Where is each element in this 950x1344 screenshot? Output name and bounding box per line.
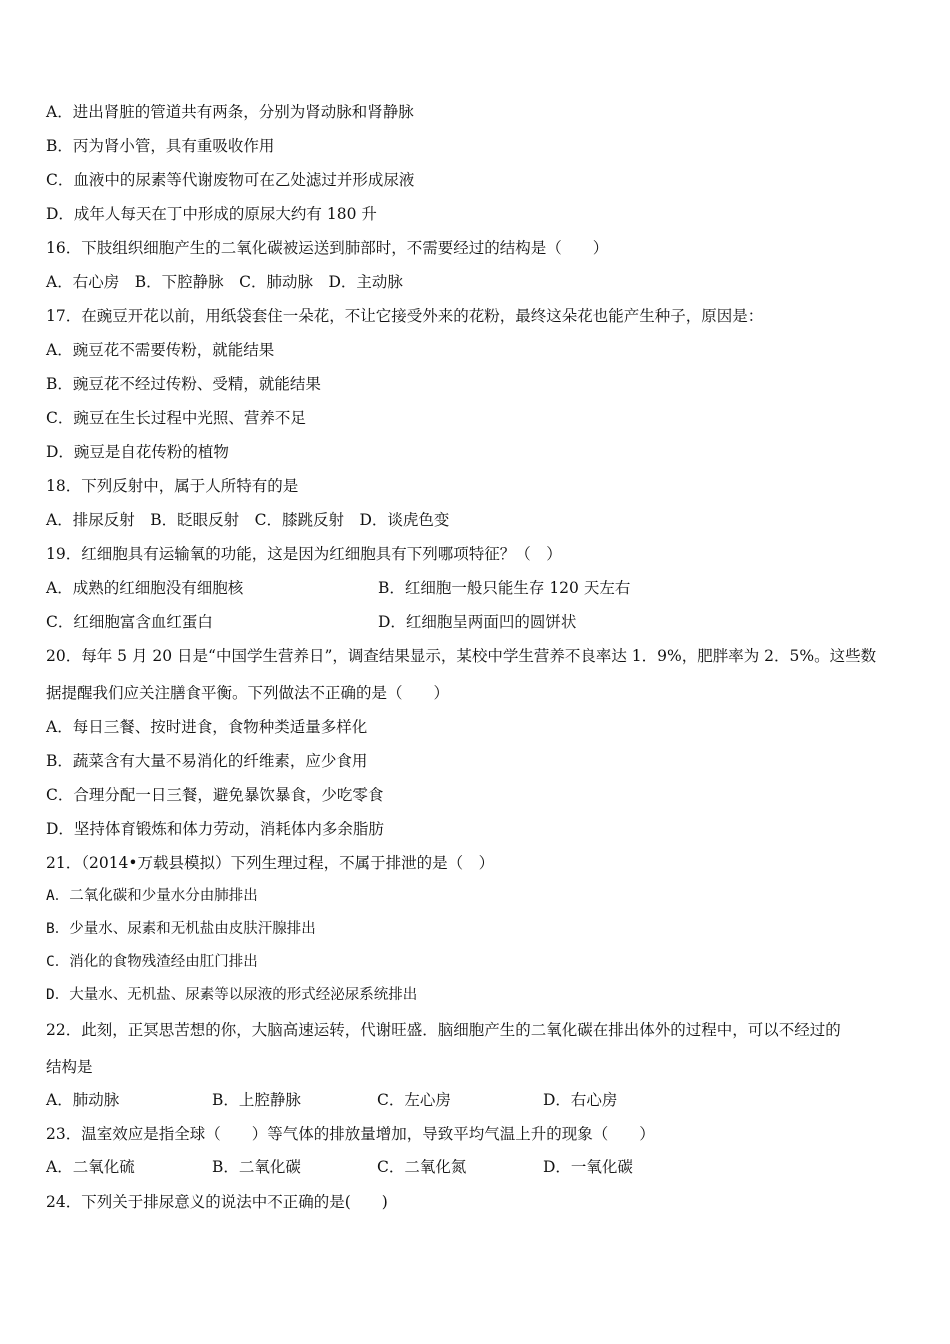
q17-option-d: D．豌豆是自花传粉的植物 — [46, 443, 229, 461]
q20-stem-line-2: 据提醒我们应关注膳食平衡。下列做法不正确的是（ ） — [46, 684, 450, 702]
q20-option-a: A．每日三餐、按时进食，食物种类适量多样化 — [46, 718, 368, 736]
q23-stem: 23．温室效应是指全球（ ）等气体的排放量增加，导致平均气温上升的现象（ ） — [46, 1125, 655, 1143]
q21-stem: 21．（2014•万载县模拟）下列生理过程，不属于排泄的是（ ） — [46, 854, 495, 872]
q15-option-b: B．丙为肾小管，具有重吸收作用 — [46, 137, 275, 155]
q17-option-b: B．豌豆花不经过传粉、受精，就能结果 — [46, 375, 321, 393]
q15-option-a: A．进出肾脏的管道共有两条，分别为肾动脉和肾静脉 — [46, 103, 414, 121]
q21-option-b: B．少量水、尿素和无机盐由皮肤汗腺排出 — [46, 921, 316, 937]
q20-option-d: D．坚持体育锻炼和体力劳动，消耗体内多余脂肪 — [46, 820, 384, 838]
q22-option-b: B．上腔静脉 — [212, 1091, 301, 1109]
q19-option-c: C．红细胞富含血红蛋白 — [46, 613, 213, 631]
q19-option-a: A．成熟的红细胞没有细胞核 — [46, 579, 244, 597]
q19-option-d: D．红细胞呈两面凹的圆饼状 — [378, 613, 577, 631]
q22-option-d: D．右心房 — [543, 1091, 618, 1109]
q22-stem-line-2: 结构是 — [46, 1058, 93, 1076]
q22-option-c: C．左心房 — [377, 1091, 451, 1109]
q17-stem: 17．在豌豆开花以前，用纸袋套住一朵花，不让它接受外来的花粉，最终这朵花也能产生种子，原因是： — [46, 307, 764, 325]
q19-option-b: B．红细胞一般只能生存 120 天左右 — [378, 579, 631, 597]
q20-stem-line-1: 20．每年 5 月 20 日是“中国学生营养日”，调查结果显示，某校中学生营养不良率达 1．9%，肥胖率为 2．5%。这些数 — [46, 647, 877, 665]
q15-option-c: C．血液中的尿素等代谢废物可在乙处滤过并形成尿液 — [46, 171, 415, 189]
q21-option-d: D．大量水、无机盐、尿素等以尿液的形式经泌尿系统排出 — [46, 987, 418, 1003]
q18-options: A．排尿反射 B．眨眼反射 C．膝跳反射 D．谈虎色变 — [46, 511, 450, 529]
q22-stem-line-1: 22．此刻，正冥思苦想的你，大脑高速运转，代谢旺盛．脑细胞产生的二氧化碳在排出体外的过程中，可以不经过的 — [46, 1021, 841, 1039]
q21-option-a: A．二氧化碳和少量水分由肺排出 — [46, 888, 258, 904]
q20-option-b: B．蔬菜含有大量不易消化的纤维素，应少食用 — [46, 752, 368, 770]
q17-option-a: A．豌豆花不需要传粉，就能结果 — [46, 341, 275, 359]
q15-option-d: D．成年人每天在丁中形成的原尿大约有 180 升 — [46, 205, 377, 223]
q21-option-c: C．消化的食物残渣经由肛门排出 — [46, 954, 258, 970]
q23-option-a: A．二氧化硫 — [46, 1158, 135, 1176]
q19-stem: 19．红细胞具有运输氧的功能，这是因为红细胞具有下列哪项特征？（ ） — [46, 545, 562, 563]
q24-stem: 24．下列关于排尿意义的说法中不正确的是( ) — [46, 1193, 388, 1211]
q23-option-d: D．一氧化碳 — [543, 1158, 633, 1176]
q18-stem: 18．下列反射中，属于人所特有的是 — [46, 477, 299, 495]
q23-options-row — [46, 1157, 908, 1177]
q20-option-c: C．合理分配一日三餐，避免暴饮暴食，少吃零食 — [46, 786, 384, 804]
q16-stem: 16．下肢组织细胞产生的二氧化碳被运送到肺部时，不需要经过的结构是（ ） — [46, 239, 609, 257]
q19-options-row-2 — [46, 612, 908, 632]
q23-option-b: B．二氧化碳 — [212, 1158, 301, 1176]
q16-options: A．右心房 B．下腔静脉 C．肺动脉 D．主动脉 — [46, 273, 403, 291]
q17-option-c: C．豌豆在生长过程中光照、营养不足 — [46, 409, 306, 427]
q22-options-row — [46, 1090, 908, 1110]
q22-option-a: A．肺动脉 — [46, 1091, 120, 1109]
q19-options-row-1 — [46, 578, 908, 598]
q23-option-c: C．二氧化氮 — [377, 1158, 467, 1176]
